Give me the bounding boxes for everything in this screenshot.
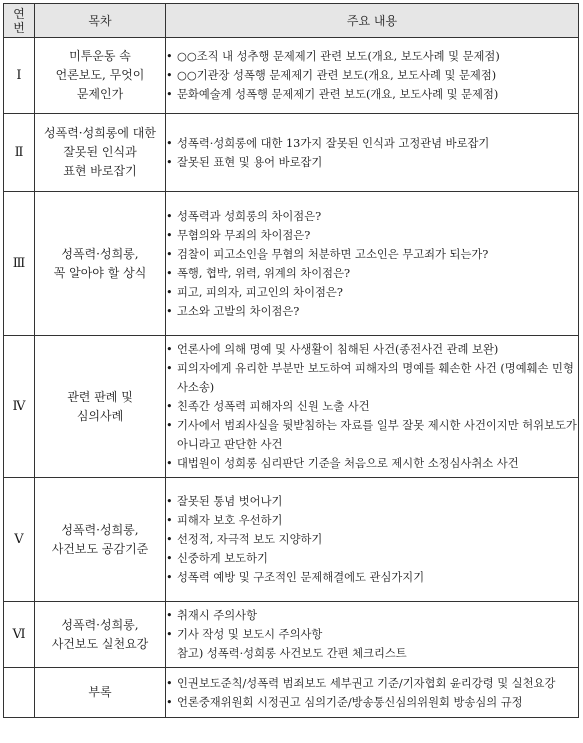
row-number: Ⅲ <box>4 192 35 336</box>
list-item-text: 성폭력과 성희롱의 차이점은? <box>177 209 322 223</box>
row-content <box>166 602 579 668</box>
row-title-line: 문제인가 <box>76 87 124 101</box>
table-row <box>4 478 579 602</box>
list-item-text: 피해자 보호 우선하기 <box>177 514 283 527</box>
list-item-text: 언론중재위원회 시정권고 심의기준/방송통신심의위원회 방송심의 규정 <box>177 695 523 709</box>
list-item-text: 기사에서 범죄사실을 뒷받침하는 자료를 일부 잘못 제시한 사건이지만 허위보도가 아니라고 판단한 사건 <box>177 419 577 451</box>
bullet-icon: • <box>166 695 173 709</box>
list-item-text: 고소와 고발의 차이점은? <box>177 304 300 318</box>
list-item-text: 폭행, 협박, 위력, 위계의 차이점은? <box>177 266 351 280</box>
list-item <box>166 264 578 283</box>
row-title-line: 언론보도, 무엇이 <box>55 68 145 82</box>
row-title-line: 꼭 알아야 할 상식 <box>53 265 147 280</box>
document <box>3 3 578 718</box>
row-title-line: 미투운동 속 <box>69 49 131 63</box>
list-item <box>166 693 578 712</box>
table-of-contents <box>3 3 579 718</box>
content-list <box>166 674 578 712</box>
header-number <box>4 4 35 38</box>
list-item <box>166 416 578 454</box>
list-item-text: ○○조직 내 성추행 문제제기 관련 보도(개요, 보도사례 및 문제점) <box>177 50 500 63</box>
table-row <box>4 336 579 478</box>
list-item <box>166 153 578 172</box>
list-item-text: 잘못된 통념 벗어나기 <box>177 495 283 508</box>
bullet-icon: • <box>166 285 173 299</box>
list-item <box>166 359 578 397</box>
header-number-line-1: 연 <box>13 6 25 21</box>
list-item-text: 피고, 피의자, 피고인의 차이점은? <box>177 285 343 299</box>
list-item <box>166 85 578 104</box>
bullet-icon: • <box>166 419 173 432</box>
row-title-line: 성폭력·성희롱, <box>61 617 139 632</box>
list-item-note <box>166 644 578 663</box>
bullet-icon: • <box>166 457 173 470</box>
list-item-text: 피의자에게 유리한 부분만 보도하여 피해자의 명예를 훼손한 사건 (명예훼손 민형사소송) <box>177 362 574 394</box>
row-title <box>35 192 166 336</box>
row-content <box>166 114 579 192</box>
bullet-icon: • <box>166 50 173 63</box>
table-body <box>4 38 579 718</box>
row-title <box>35 668 166 718</box>
row-title-line: 사건보도 실천요강 <box>51 636 149 651</box>
list-item <box>166 66 578 85</box>
row-content <box>166 478 579 602</box>
list-item-text: 무혐의와 무죄의 차이점은? <box>177 228 311 242</box>
list-item <box>166 134 578 153</box>
bullet-icon: • <box>166 209 173 223</box>
bullet-icon: • <box>166 495 173 508</box>
bullet-icon: • <box>166 552 173 565</box>
row-number <box>4 668 35 718</box>
table-row <box>4 114 579 192</box>
list-item-text: ○○기관장 성폭행 문제제기 관련 보도(개요, 보도사례 및 문제점) <box>177 69 497 82</box>
bullet-icon: • <box>166 343 173 356</box>
content-list <box>166 340 578 473</box>
table-header-row <box>4 4 579 38</box>
bullet-icon: • <box>166 628 173 641</box>
list-item-text: 대법원이 성희롱 심리판단 기준을 처음으로 제시한 소정심사취소 사건 <box>177 457 519 470</box>
row-title-line: 심의사례 <box>76 408 124 423</box>
bullet-icon: • <box>166 88 173 101</box>
content-list <box>166 492 578 587</box>
row-title-line: 사건보도 공감기준 <box>51 541 149 556</box>
list-item <box>166 302 578 321</box>
row-title-line: 성폭력·성희롱에 대한 <box>44 126 156 140</box>
content-list <box>166 606 578 663</box>
row-title <box>35 478 166 602</box>
header-title: 목차 <box>35 4 166 38</box>
bullet-icon: • <box>166 514 173 527</box>
bullet-icon: • <box>166 609 173 622</box>
list-item <box>166 492 578 511</box>
list-item-text: 성폭력 예방 및 구조적인 문제해결에도 관심가지기 <box>177 571 425 584</box>
list-item <box>166 606 578 625</box>
row-title-line: 표현 바로잡기 <box>63 164 137 178</box>
row-content <box>166 38 579 114</box>
list-item <box>166 549 578 568</box>
list-item-text: 친족간 성폭력 피해자의 신원 노출 사건 <box>177 400 370 413</box>
bullet-icon: • <box>166 533 173 546</box>
list-item <box>166 511 578 530</box>
list-item-text: 신중하게 보도하기 <box>177 552 268 565</box>
list-item-text: 언론사에 의해 명예 및 사생활이 침해된 사건(종전사건 관례 보완) <box>177 343 499 356</box>
row-number: Ⅴ <box>4 478 35 602</box>
bullet-icon: • <box>166 571 173 584</box>
list-item <box>166 568 578 587</box>
list-item <box>166 674 578 693</box>
table-row <box>4 38 579 114</box>
bullet-icon: • <box>166 155 173 169</box>
row-number: Ⅳ <box>4 336 35 478</box>
table-row <box>4 192 579 336</box>
table-row <box>4 602 579 668</box>
header-number-line-2: 번 <box>13 20 25 35</box>
list-item-text: 문화예술계 성폭행 문제제기 관련 보도(개요, 보도사례 및 문제점) <box>177 88 499 101</box>
header-content: 주요 내용 <box>166 4 579 38</box>
row-title-line: 잘못된 인식과 <box>63 145 137 159</box>
row-number: Ⅵ <box>4 602 35 668</box>
bullet-icon: • <box>166 69 173 82</box>
bullet-icon: • <box>166 304 173 318</box>
row-content <box>166 336 579 478</box>
list-item-text: 인권보도준칙/성폭력 범죄보도 세부권고 기준/기자협회 윤리강령 및 실천요강 <box>177 676 556 690</box>
bullet-icon: • <box>166 247 173 261</box>
list-item-text: 잘못된 표현 및 용어 바로잡기 <box>177 155 323 169</box>
list-item-text: 선정적, 자극적 보도 지양하기 <box>177 533 323 546</box>
list-item <box>166 340 578 359</box>
list-item <box>166 397 578 416</box>
row-title-line: 성폭력·성희롱, <box>61 522 139 537</box>
row-content <box>166 192 579 336</box>
row-title-line: 관련 판례 및 <box>67 389 133 404</box>
row-title <box>35 38 166 114</box>
list-item-text: 취재시 주의사항 <box>177 609 257 622</box>
bullet-icon: • <box>166 266 173 280</box>
list-item <box>166 47 578 66</box>
list-item <box>166 226 578 245</box>
row-content <box>166 668 579 718</box>
note-text: 참고) 성폭력·성희롱 사건보도 간편 체크리스트 <box>177 647 407 660</box>
row-number: Ⅱ <box>4 114 35 192</box>
bullet-icon: • <box>166 228 173 242</box>
list-item-text: 성폭력·성희롱에 대한 13가지 잘못된 인식과 고정관념 바로잡기 <box>177 136 490 150</box>
list-item <box>166 283 578 302</box>
table-row <box>4 668 579 718</box>
list-item <box>166 530 578 549</box>
list-item <box>166 454 578 473</box>
row-title-line: 성폭력·성희롱, <box>61 246 139 261</box>
content-list <box>166 207 578 321</box>
bullet-icon: • <box>166 676 173 690</box>
list-item <box>166 625 578 644</box>
bullet-icon: • <box>166 136 173 150</box>
bullet-icon: • <box>166 400 173 413</box>
row-number: Ⅰ <box>4 38 35 114</box>
list-item <box>166 207 578 226</box>
list-item <box>166 245 578 264</box>
row-title <box>35 602 166 668</box>
row-title <box>35 114 166 192</box>
list-item-text: 기사 작성 및 보도시 주의사항 <box>177 628 323 641</box>
row-title <box>35 336 166 478</box>
row-title-line: 부록 <box>88 685 112 699</box>
bullet-icon: • <box>166 362 173 375</box>
content-list <box>166 47 578 104</box>
list-item-text: 검찰이 피고소인을 무혐의 처분하면 고소인은 무고죄가 되는가? <box>177 247 489 261</box>
content-list <box>166 134 578 172</box>
